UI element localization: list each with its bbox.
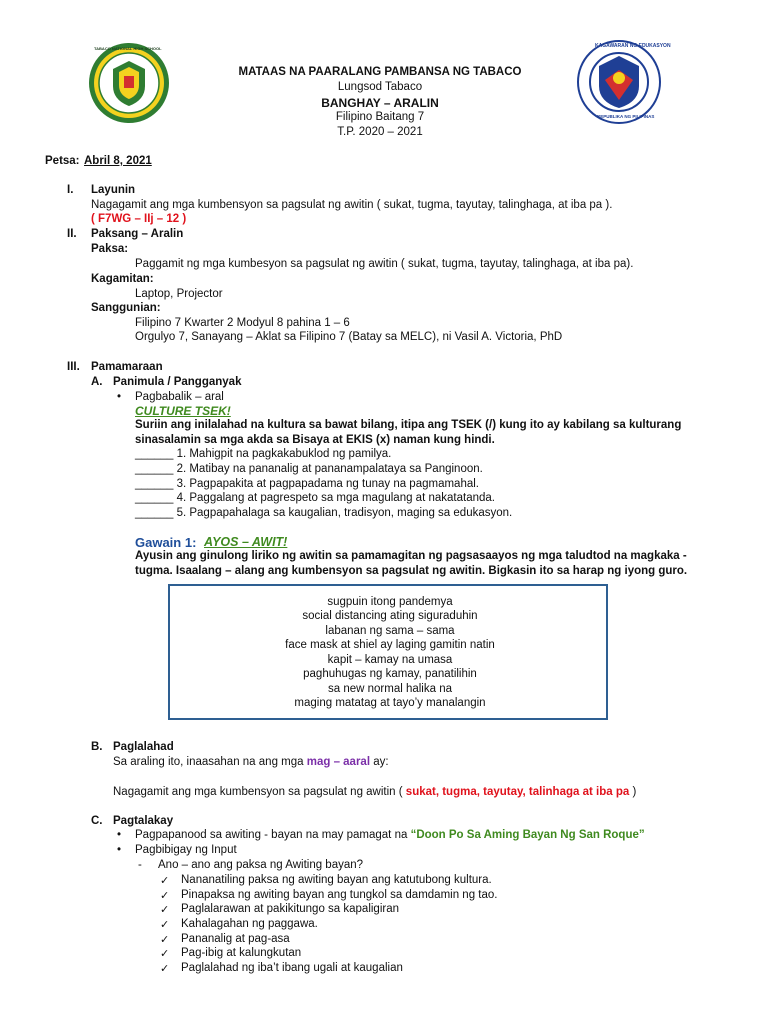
check-item: Kahalagahan ng paggawa. bbox=[181, 918, 318, 930]
gawain-instruction-1: Ayusin ang ginulong liriko ng awitin sa pamamagitan ng pagsasaayos ng mga taludtod na magkaka - bbox=[135, 550, 687, 562]
bullet: • bbox=[117, 391, 122, 403]
paglalahad-line-2 bbox=[113, 786, 636, 798]
city-name: Lungsod Tabaco bbox=[337, 81, 423, 93]
paglalahad-highlight: mag – aaral bbox=[306, 756, 371, 768]
sanggunian-label: Sanggunian: bbox=[91, 302, 161, 314]
input-question: Ano – ano ang paksa ng Awiting bayan? bbox=[158, 859, 364, 871]
section-num-2: II. bbox=[67, 228, 77, 240]
culture-tsek-title: CULTURE TSEK! bbox=[135, 404, 231, 418]
document-title: BANGHAY – ARALIN bbox=[321, 96, 439, 110]
subsection-a-title: Panimula / Pangganyak bbox=[113, 376, 242, 388]
sanggunian-1: Filipino 7 Kwarter 2 Modyul 8 pahina 1 – 6 bbox=[135, 317, 350, 329]
culture-item: ______ 2. Matibay na pananalig at pananampalataya sa Panginoon. bbox=[135, 463, 483, 475]
layunin-code: ( F7WG – IIj – 12 ) bbox=[91, 213, 187, 225]
section-num-1: I. bbox=[67, 184, 74, 196]
culture-item: ______ 1. Mahigpit na pagkakabuklod ng pamilya. bbox=[135, 448, 392, 460]
poem-box bbox=[168, 584, 608, 720]
check-item: Pananalig at pag-asa bbox=[181, 933, 290, 945]
poem-line: kapit – kamay na umasa bbox=[327, 654, 453, 666]
balik-aral: Pagbabalik – aral bbox=[135, 391, 224, 403]
check-item: Paglalahad ng iba’t ibang ugali at kaugalian bbox=[181, 962, 403, 974]
culture-item: ______ 3. Pagpapakita at pagpapadama ng tunay na pagmamahal. bbox=[135, 478, 479, 490]
poem-line: maging matatag at tayo’y manalangin bbox=[294, 697, 486, 709]
bullet: • bbox=[117, 844, 122, 856]
check-item: Pag-ibig at kalungkutan bbox=[181, 947, 302, 959]
pagtalakay-bullet-2: Pagbibigay ng Input bbox=[135, 844, 237, 856]
check-item: Pinapaksa ng awiting bayan ang tungkol sa damdamin ng tao. bbox=[181, 889, 498, 901]
song-title: “Doon Po Sa Aming Bayan Ng San Roque” bbox=[410, 829, 645, 841]
poem-line: sa new normal halika na bbox=[327, 683, 452, 695]
dash: - bbox=[138, 859, 142, 871]
school-logo-text: TABACO NATIONAL HIGH SCHOOL bbox=[94, 46, 162, 51]
culture-instruction-1: Suriin ang inilalahad na kultura sa bawat bilang, itipa ang TSEK (/) kung ito ay kabilang sa kulturang bbox=[135, 419, 682, 431]
pagtalakay-bullet-1-pre: Pagpapanood sa awiting - bayan na may pamagat na bbox=[135, 829, 408, 841]
school-logo bbox=[88, 42, 170, 124]
layunin-title: Layunin bbox=[91, 184, 136, 196]
paksa-label: Paksa: bbox=[91, 243, 129, 255]
paglalahad-line-1 bbox=[113, 756, 389, 768]
poem-line: sugpuin itong pandemya bbox=[327, 596, 453, 608]
petsa-value: Abril 8, 2021 bbox=[84, 155, 152, 167]
school-name: MATAAS NA PAARALANG PAMBANSA NG TABACO bbox=[238, 66, 522, 78]
pagtalakay-title: Pagtalakay bbox=[113, 815, 174, 827]
check-icon: ✓ bbox=[160, 875, 170, 887]
sanggunian-2: Orgulyo 7, Sanayang – Aklat sa Filipino 7 (Batay sa MELC), ni Vasil A. Victoria, PhD bbox=[135, 331, 563, 343]
check-item: Paglalarawan at pakikitungo sa kapaligiran bbox=[181, 903, 400, 915]
poem-line: labanan ng sama – sama bbox=[325, 625, 455, 637]
check-item: Nananatiling paksa ng awiting bayan ang katutubong kultura. bbox=[181, 874, 492, 886]
pamamaraan-title: Pamamaraan bbox=[91, 361, 163, 373]
check-icon: ✓ bbox=[160, 904, 170, 916]
paglalahad-line-2-pre: Nagagamit ang mga kumbensyon sa pagsulat ng awitin ( bbox=[113, 786, 403, 798]
check-icon: ✓ bbox=[160, 890, 170, 902]
deped-seal bbox=[577, 40, 671, 124]
paglalahad-line-1-post: ay: bbox=[373, 756, 389, 768]
school-year: T.P. 2020 – 2021 bbox=[337, 126, 423, 138]
poem-line: face mask at shiel ay laging gamitin natin bbox=[285, 639, 495, 651]
deped-seal-subtext: REPUBLIKA NG PILIPINAS bbox=[597, 114, 655, 119]
paglalahad-line-2-post: ) bbox=[632, 786, 637, 798]
subsection-a-letter: A. bbox=[91, 376, 103, 388]
pagtalakay-bullet-1 bbox=[135, 829, 645, 841]
check-icon: ✓ bbox=[160, 948, 170, 960]
gawain-instruction-2: tugma. Isaalang – alang ang kumbensyon sa pagsulat ng awitin. Bigkasin ito sa harap ng iyong guro. bbox=[135, 565, 688, 577]
petsa-label: Petsa: bbox=[45, 155, 80, 167]
paksa-text: Paggamit ng mga kumbesyon sa pagsulat ng awitin ( sukat, tugma, tayutay, talinghaga, at iba pa). bbox=[135, 258, 634, 270]
section-num-3: III. bbox=[67, 361, 80, 373]
paglalahad-title: Paglalahad bbox=[113, 741, 174, 753]
subsection-c-letter: C. bbox=[91, 815, 103, 827]
check-icon: ✓ bbox=[160, 963, 170, 975]
deped-seal-text: KAGAWARAN NG EDUKASYON bbox=[595, 43, 671, 49]
subject-line: Filipino Baitang 7 bbox=[335, 111, 425, 123]
layunin-text: Nagagamit ang mga kumbensyon sa pagsulat ng awitin ( sukat, tugma, tayutay, talinghaga, at iba pa ). bbox=[91, 199, 613, 211]
paksang-title: Paksang – Aralin bbox=[91, 228, 184, 240]
paglalahad-line-1-pre: Sa araling ito, inaasahan na ang mga bbox=[113, 756, 304, 768]
culture-instruction-2: sinasalamin sa mga akda sa Bisaya at EKIS (x) naman kung hindi. bbox=[135, 434, 495, 446]
poem-line: social distancing ating siguraduhin bbox=[302, 610, 478, 622]
kagamitan-text: Laptop, Projector bbox=[135, 288, 223, 300]
paglalahad-line-2-highlight: sukat, tugma, tayutay, talinhaga at iba pa bbox=[405, 786, 630, 798]
gawain-label: Gawain 1: bbox=[135, 535, 197, 550]
check-icon: ✓ bbox=[160, 934, 170, 946]
check-icon: ✓ bbox=[160, 919, 170, 931]
subsection-b-letter: B. bbox=[91, 741, 103, 753]
culture-item: ______ 4. Paggalang at pagrespeto sa mga magulang at nakatatanda. bbox=[135, 492, 495, 504]
bullet: • bbox=[117, 829, 122, 841]
kagamitan-label: Kagamitan: bbox=[91, 273, 154, 285]
culture-item: ______ 5. Pagpapahalaga sa kaugalian, tradisyon, maging sa edukasyon. bbox=[135, 507, 513, 519]
poem-line: paghuhugas ng kamay, panatilihin bbox=[303, 668, 477, 680]
gawain-title: AYOS – AWIT! bbox=[204, 535, 288, 549]
